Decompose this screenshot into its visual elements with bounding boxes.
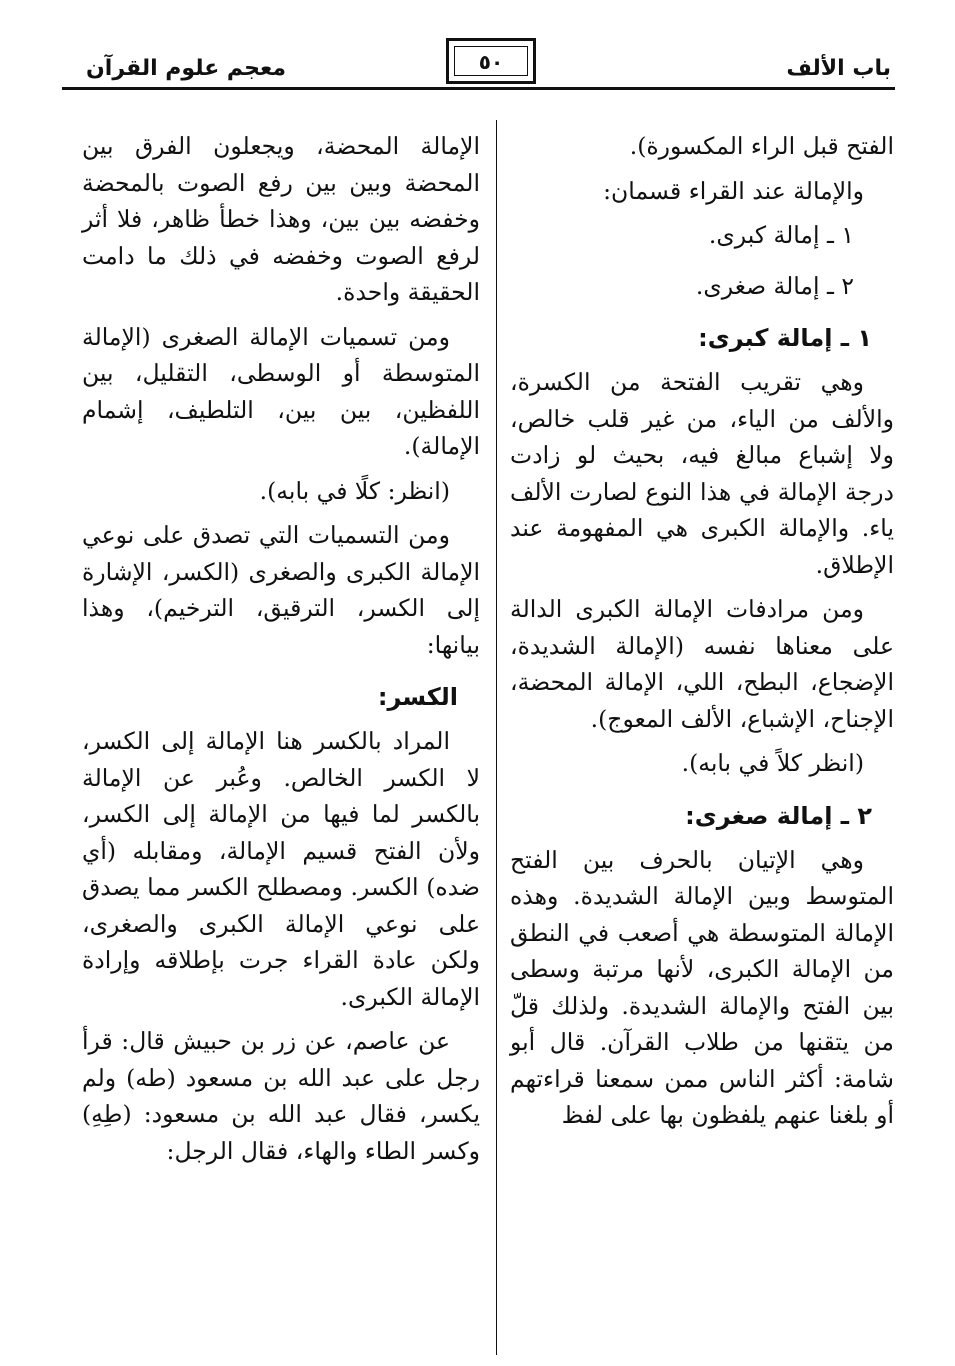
paragraph: ومن تسميات الإمالة الصغرى (الإمالة المتوسطة أو الوسطى، التقليل، بين اللفظين، بين بين، التلطيف، إشمام الإمالة). <box>82 322 480 460</box>
header-rule <box>62 87 895 90</box>
paragraph: وهي الإتيان بالحرف بين الفتح المتوسط وبين الإمالة الشديدة. وهذه الإمالة المتوسطة هي أصعب في النطق من الإمالة الكبرى، لأنها مرتبة وسطى بين الفتح والإمالة الشديدة. ولذلك قلّ من يتقنها من طلاب القرآن. قال أبو شامة: أكثر الناس ممن سمعنا قراءتهم أو بلغنا عنهم يلفظون بها على لفظ <box>510 845 894 1129</box>
paragraph: وهي تقريب الفتحة من الكسرة، والألف من الياء، من غير قلب خالص، ولا إشباع مبالغ فيه، بحيث لو زادت درجة الإمالة في هذا النوع لصارت الألف ياء. والإمالة الكبرى هي المفهومة عند الإطلاق. <box>510 368 894 579</box>
paragraph: الإمالة المحضة، ويجعلون الفرق بين المحضة وبين بين رفع الصوت بالمحضة وخفضه بين بين، وهذا خطأ ظاهر، فلا أثر لرفع الصوت وخفضه في ذلك ما دامت الحقيقة واحدة. <box>82 132 480 306</box>
page-header <box>0 0 955 100</box>
paragraph: (انظر كلاً في بابه). <box>681 749 864 777</box>
list-item: ٢ ـ إمالة صغرى. <box>695 271 854 300</box>
book-title: معجم علوم القرآن <box>86 56 287 81</box>
paragraph: (انظر: كلًا في بابه). <box>259 476 450 505</box>
paragraph: والإمالة عند القراء قسمان: <box>603 176 864 205</box>
section-heading: الكسر: <box>377 683 458 711</box>
paragraph: عن عاصم، عن زر بن حبيش قال: قرأ رجل على عبد الله بن مسعود (طه) ولم يكسر، فقال عبد الله بن مسعود: (طِهِ) وكسر الطاء والهاء، فقال الرجل: <box>82 1027 480 1165</box>
page-number-frame <box>446 38 536 84</box>
paragraph: الفتح قبل الراء المكسورة). <box>629 132 894 160</box>
paragraph: ومن مرادفات الإمالة الكبرى الدالة على معناها نفسه (الإمالة الشديدة، الإضجاع، البطح، اللي، الإمالة المحضة، الإجناح، الإشباع، الألف المعوج). <box>510 595 894 733</box>
column-divider <box>496 120 497 1355</box>
page-number: ٥٠ <box>478 50 504 74</box>
paragraph: ومن التسميات التي تصدق على نوعي الإمالة الكبرى والصغرى (الكسر، الإشارة إلى الكسر، الترقيق، الترخيم)، وهذا بيانها: <box>82 521 480 659</box>
right-column <box>510 128 894 1142</box>
left-column <box>82 128 480 1177</box>
section-heading: ٢ ـ إمالة صغرى: <box>685 801 872 830</box>
chapter-title: باب الألف <box>786 56 891 81</box>
list-item: ١ ـ إمالة كبرى. <box>708 221 854 249</box>
section-heading: ١ ـ إمالة كبرى: <box>698 324 872 352</box>
paragraph: المراد بالكسر هنا الإمالة إلى الكسر، لا الكسر الخالص. وعُبر عن الإمالة بالكسر لما فيها من الإمالة إلى الكسر، ولأن الفتح قسيم الإمالة، ومقابله (أي ضده) الكسر. ومصطلح الكسر مما يصدق على نوعي الإمالة الكبرى والصغرى، ولكن عادة القراء جرت بإطلاقه وإرادة الإمالة الكبرى. <box>82 727 480 1011</box>
